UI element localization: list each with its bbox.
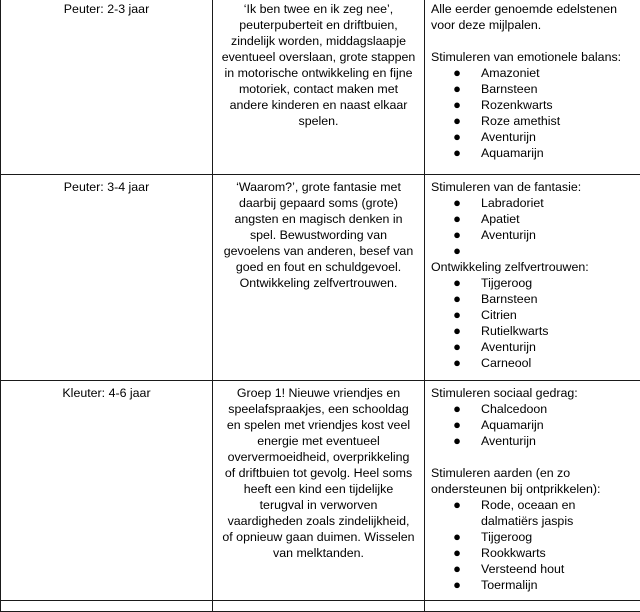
list-item [431, 417, 635, 433]
bullet-icon: ● [451, 561, 463, 577]
development-text: Groep 1! Nieuwe vriendjes en speelafspraakjes, een schooldag en spelen met vriendjes kost veel energie met eventueel oververmoeidheid, overprikkeling of driftbuien tot gevolg. Heel soms heeft een kind een tijdelijke terugval in verworven vaardigheden zoals zindelijkheid, of opnieuw gaan duimen. Wisselen van melktanden. [222, 386, 414, 560]
stones-list [431, 275, 635, 371]
bullet-icon: ● [451, 323, 463, 339]
list-item [431, 275, 635, 291]
list-item [431, 113, 635, 129]
table-row [1, 381, 640, 601]
bullet-icon: ● [451, 497, 463, 513]
stone-name: Rode, oceaan en dalmatiërs jaspis [481, 498, 575, 528]
stone-name: Aventurijn [481, 434, 536, 448]
bullet-icon: ● [451, 227, 463, 243]
stone-name: Rozenkwarts [481, 98, 553, 112]
empty-cell [1, 601, 213, 612]
list-item [431, 195, 635, 211]
table-row [1, 0, 640, 175]
age-cell [1, 175, 213, 381]
bullet-icon: ● [451, 145, 463, 161]
list-item [431, 561, 635, 577]
stones-list [431, 65, 635, 161]
list-item [431, 355, 635, 371]
stones-group-heading: Stimuleren sociaal gedrag: [431, 385, 635, 401]
bullet-icon: ● [451, 529, 463, 545]
bullet-icon: ● [451, 307, 463, 323]
bullet-icon: ● [451, 291, 463, 307]
stone-name: Aventurijn [481, 340, 536, 354]
stone-name: Aquamarijn [481, 418, 544, 432]
empty-cell [425, 601, 640, 612]
stone-name: Roze amethist [481, 114, 560, 128]
list-item [431, 81, 635, 97]
age-label: Peuter: 2-3 jaar [64, 2, 149, 16]
stones-group-heading: Stimuleren van de fantasie: [431, 179, 635, 195]
stone-name: Labradoriet [481, 196, 544, 210]
list-item [431, 545, 635, 561]
stone-name: Barnsteen [481, 292, 537, 306]
stone-name: Aventurijn [481, 228, 536, 242]
bullet-icon: ● [451, 545, 463, 561]
list-item [431, 65, 635, 81]
spacer [431, 449, 635, 465]
bullet-icon: ● [451, 433, 463, 449]
stones-cell [425, 381, 640, 601]
stones-cell [425, 0, 640, 175]
development-cell [213, 381, 425, 601]
table-row [1, 601, 640, 612]
list-item [431, 129, 635, 145]
development-text: ‘Ik ben twee en ik zeg nee’, peuterpuberteit en driftbuien, zindelijk worden, middagslaapje eventueel overslaan, grote stappen in motorische ontwikkeling en fijne motoriek, contact maken met andere kinderen en naast elkaar spelen. [222, 2, 416, 128]
stone-name: Barnsteen [481, 82, 537, 96]
list-item [431, 291, 635, 307]
list-item [431, 433, 635, 449]
stones-list [431, 195, 635, 259]
development-cell [213, 175, 425, 381]
bullet-icon: ● [451, 211, 463, 227]
stone-name: Amazoniet [481, 66, 540, 80]
age-cell [1, 381, 213, 601]
stone-name: Chalcedoon [481, 402, 547, 416]
list-item [431, 577, 635, 593]
list-item [431, 323, 635, 339]
list-item [431, 145, 635, 161]
bullet-icon: ● [451, 275, 463, 291]
empty-cell [213, 601, 425, 612]
list-item [431, 243, 635, 259]
bullet-icon: ● [451, 81, 463, 97]
stones-group-heading: Stimuleren aarden (en zo ondersteunen bij ontprikkelen): [431, 465, 635, 497]
age-label: Peuter: 3-4 jaar [64, 180, 149, 194]
list-item [431, 401, 635, 417]
stone-name: Rookkwarts [481, 546, 546, 560]
list-item [431, 211, 635, 227]
spacer [431, 33, 635, 49]
list-item [431, 97, 635, 113]
table-row [1, 175, 640, 381]
stones-intro: Alle eerder genoemde edelstenen voor deze mijlpalen. [431, 1, 635, 33]
age-label: Kleuter: 4-6 jaar [62, 386, 150, 400]
stone-name: Versteend hout [481, 562, 564, 576]
stones-cell [425, 175, 640, 381]
stones-group-heading: Stimuleren van emotionele balans: [431, 49, 635, 65]
stone-name: Rutielkwarts [481, 324, 548, 338]
stone-name: Carneool [481, 356, 531, 370]
stone-name: Tijgeroog [481, 276, 532, 290]
stone-name: Apatiet [481, 212, 520, 226]
bullet-icon: ● [451, 97, 463, 113]
list-item [431, 497, 635, 529]
list-item [431, 529, 635, 545]
bullet-icon: ● [451, 195, 463, 211]
stone-name: Tijgeroog [481, 530, 532, 544]
stone-name: Citrien [481, 308, 517, 322]
bullet-icon: ● [451, 113, 463, 129]
stones-group-heading: Ontwikkeling zelfvertrouwen: [431, 259, 635, 275]
development-text: ‘Waarom?’, grote fantasie met daarbij gepaard soms (grote) angsten en magisch denken in spel. Bewustwording van gevoelens van anderen, besef van goed en fout en schuldgevoel. Ontwikkeling zelfvertrouwen. [224, 180, 413, 290]
stones-list [431, 497, 635, 593]
stone-name: Aventurijn [481, 130, 536, 144]
bullet-icon: ● [451, 577, 463, 593]
list-item [431, 227, 635, 243]
stone-name: Aquamarijn [481, 146, 544, 160]
list-item [431, 307, 635, 323]
bullet-icon: ● [451, 243, 463, 259]
bullet-icon: ● [451, 339, 463, 355]
list-item [431, 339, 635, 355]
stones-list [431, 401, 635, 449]
age-cell [1, 0, 213, 175]
stone-name: Toermalijn [481, 578, 537, 592]
bullet-icon: ● [451, 129, 463, 145]
bullet-icon: ● [451, 355, 463, 371]
bullet-icon: ● [451, 65, 463, 81]
bullet-icon: ● [451, 417, 463, 433]
bullet-icon: ● [451, 401, 463, 417]
development-cell [213, 0, 425, 175]
